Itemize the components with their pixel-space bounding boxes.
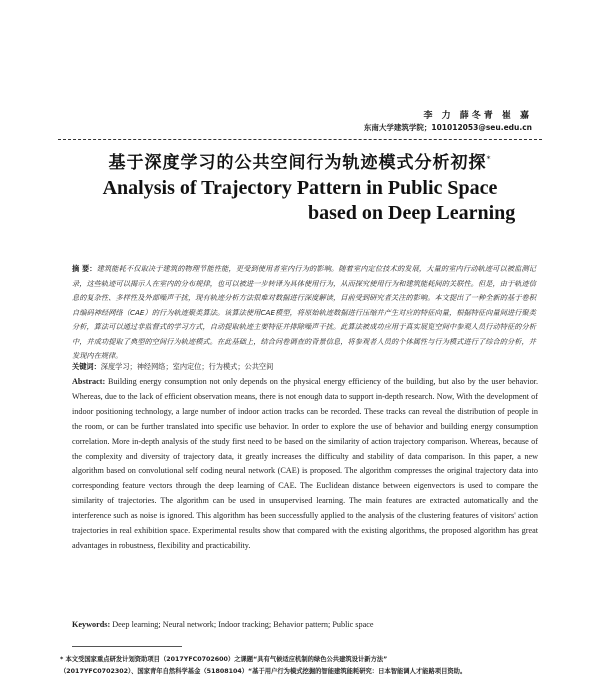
footnote-divider xyxy=(72,646,182,647)
keywords-english-text: Deep learning; Neural network; Indoor tracking; Behavior pattern; Public space xyxy=(112,620,374,629)
abstract-english-label: Abstract: xyxy=(72,377,106,386)
keywords-chinese-label: 关键词： xyxy=(72,362,101,371)
footnote-line2: （2017YFC0702302）、国家青年自然科学基金（51808104）“基于用户行为模式挖掘的智能建筑能耗研究：日本智能调人才能路项目资助。 xyxy=(60,668,467,675)
authors: 李 力 薛冬青 崔 嘉 xyxy=(423,111,532,121)
title-english-line2: based on Deep Learning xyxy=(308,202,516,224)
keywords-english-label: Keywords: xyxy=(72,620,111,629)
footnote xyxy=(60,654,546,678)
keywords-chinese xyxy=(72,362,536,372)
affiliation: 东南大学建筑学院；101012053@seu.edu.cn xyxy=(363,123,532,132)
abstract-english-text: Building energy consumption not only depends on the physical energy efficiency of the building, but also by the user behavior. Whereas, due to the lack of efficient observation means, there is not enough data to support in-depth research. Now, With the development of indoor positioning technology, a large number of indoor action tracks can be recorded. These tracks can reveal the distribution of people in the room, or can be further translated into specific use behavior. In order to explore the use of behavior and building energy consumption correlation. More in-depth analysis of the study first need to be based on the similarity of action trajectory comparison. Whereas, because of the complexity and diversity of trajectory data, it greatly increases the difficulty and stability of data comparison. In this paper, a new algorithm based on convolutional self coding neural network (CAE) is proposed. The algorithm compresses the original trajectory data into corresponding feature vectors through the deep learning of CAE. The Euclidean distance between eigenvectors is used to compare the similarity of trajectories. The algorithm can be used in unsupervised learning. The main features are extracted automatically and the interference such as noise is ignored. This algorithm has been successfully applied to the analysis of the clustering features of visitors' action trajectories in real exhibition space. Experimental results show that compared with the existing algorithms, the proposed algorithm has great advantages in robustness, flexibility and practicability. xyxy=(72,377,539,550)
abstract-chinese xyxy=(72,262,536,364)
keywords-chinese-text: 深度学习；神经网络；室内定位；行为模式；公共空间 xyxy=(100,362,274,371)
header-divider xyxy=(58,139,542,140)
title-english-line1: Analysis of Trajectory Pattern in Public Space xyxy=(102,177,498,199)
footnote-line1: * 本文受国家重点研发计划资助项目（2017YFC0702600）之课题“具有气候适应机制的绿色公共建筑设计新方法” xyxy=(60,656,388,663)
title-footnote-mark: * xyxy=(486,154,492,164)
abstract-chinese-label: 摘 要： xyxy=(72,264,97,273)
title-chinese xyxy=(0,148,600,173)
abstract-english xyxy=(72,375,538,554)
abstract-chinese-text: 建筑能耗不仅取决于建筑的物理节能性能，更受到使用者室内行为的影响。随着室内定位技术的发展，大量的室内行动轨迹可以被监测记录，这些轨迹可以揭示人在室内的分布规律，也可以被进一步转译为具体使用行为，从而探究使用行为和建筑能耗间的关联性。但是，由于轨迹信息的复杂性、多样性及外部噪声干扰，现有轨迹分析方法很难对数据进行深度解读，目前受到研究者关注的影响。本文提出了一种全新的基于卷积自编码神经网络（CAE）的行为轨迹聚类算法。该算法使用CAE模型，将原始轨迹数据进行压缩并产生对应的特征向量，根据特征向量间进行聚类分析，算法可以通过非监督式的学习方式，自动提取轨迹主要特征并排除噪声干扰。此算法被成功应用于真实展览空间中参观人员行动特征的分析中，并成功提取了典型的空间行为轨迹模式。在此基础上，结合问卷调查的背景信息，将参观者人员的个体属性与行为模式进行了综合的分析，并发现内在规律。 xyxy=(72,264,536,360)
keywords-english xyxy=(72,620,538,629)
title-chinese-text: 基于深度学习的公共空间行为轨迹模式分析初探 xyxy=(108,153,487,173)
